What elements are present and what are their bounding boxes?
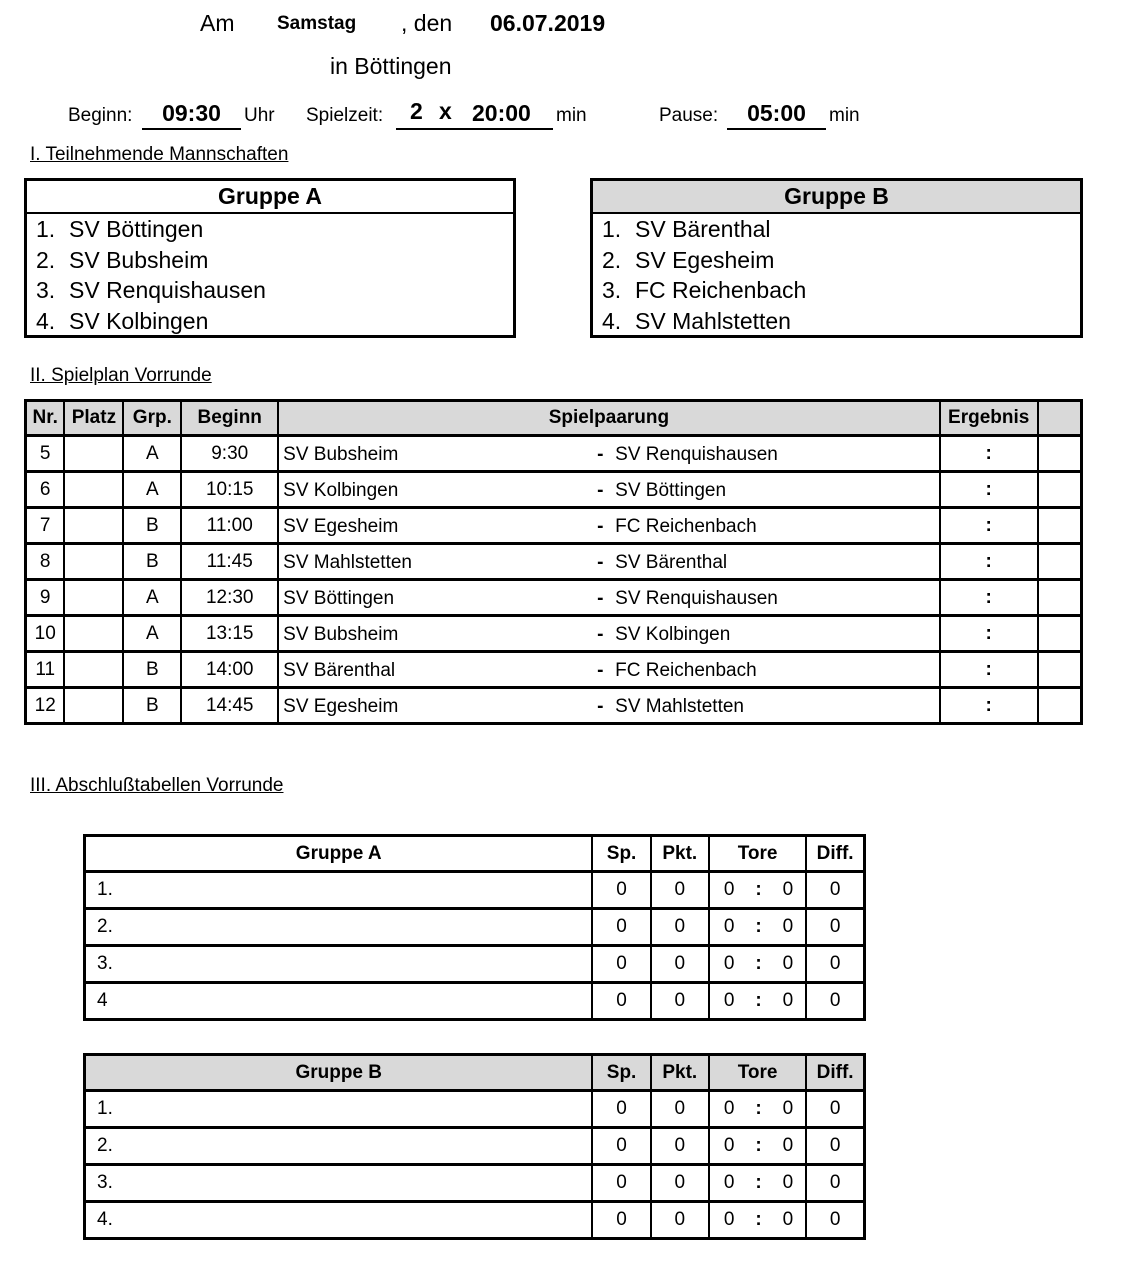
home-team: SV Kolbingen <box>283 480 399 501</box>
standings-pkt: 0 <box>651 909 709 946</box>
home-team: SV Bärenthal <box>283 660 396 681</box>
team-name: SV Renquishausen <box>69 277 266 303</box>
team-name: SV Böttingen <box>69 216 204 242</box>
standings-tore <box>709 1091 806 1128</box>
home-team: SV Böttingen <box>283 588 395 609</box>
standings-diff: 0 <box>806 983 864 1020</box>
match-time: 12:30 <box>181 580 278 616</box>
match-group: A <box>123 436 181 472</box>
beginn-value: 09:30 <box>142 100 241 130</box>
goals-against: 0 <box>782 990 794 1011</box>
team-row <box>593 214 1080 245</box>
group-b-box <box>590 178 1083 338</box>
pairing-dash: - <box>597 480 604 501</box>
standings-pkt: 0 <box>651 1128 709 1165</box>
goals-separator: : <box>755 1135 762 1156</box>
home-team: SV Mahlstetten <box>283 552 412 573</box>
standings-pkt: 0 <box>651 1165 709 1202</box>
standings-position: 2. <box>85 909 593 946</box>
match-platz[interactable] <box>64 616 123 652</box>
standings-position: 4. <box>85 1202 593 1239</box>
match-row <box>26 652 1082 688</box>
standings-sp: 0 <box>592 983 650 1020</box>
col-header-tore: Tore <box>709 836 806 872</box>
standings-group-header: Gruppe B <box>85 1055 593 1091</box>
pairing-dash: - <box>597 516 604 537</box>
match-group: B <box>123 544 181 580</box>
match-nr: 6 <box>26 472 65 508</box>
match-extra <box>1038 616 1082 652</box>
standings-sp: 0 <box>592 1165 650 1202</box>
match-nr: 5 <box>26 436 65 472</box>
col-header-grp: Grp. <box>123 401 181 436</box>
standings-tore <box>709 1165 806 1202</box>
col-header-tore: Tore <box>709 1055 806 1091</box>
standings-tore <box>709 872 806 909</box>
standings-sp: 0 <box>592 909 650 946</box>
standings-position: 2. <box>85 1128 593 1165</box>
spielzeit-label: Spielzeit: <box>306 105 384 126</box>
standings-position: 4 <box>85 983 593 1020</box>
col-header-diff: Diff. <box>806 836 864 872</box>
group-a-box <box>24 178 516 338</box>
team-name: SV Kolbingen <box>69 307 209 334</box>
team-row <box>27 245 513 276</box>
group-b-header: Gruppe B <box>593 181 1080 214</box>
team-number: 4. <box>36 307 56 334</box>
match-result[interactable]: : <box>940 688 1038 724</box>
standings-row <box>85 1165 865 1202</box>
spielzeit-value: 20:00 <box>472 100 531 126</box>
goals-against: 0 <box>782 1172 794 1193</box>
team-name: SV Bubsheim <box>69 246 209 273</box>
goals-separator: : <box>755 953 762 974</box>
col-header-sp: Sp. <box>592 836 650 872</box>
goals-for: 0 <box>723 1135 735 1156</box>
goals-separator: : <box>755 916 762 937</box>
match-platz[interactable] <box>64 580 123 616</box>
standings-pkt: 0 <box>651 946 709 983</box>
goals-for: 0 <box>723 1098 735 1119</box>
match-row <box>26 616 1082 652</box>
standings-sp: 0 <box>592 946 650 983</box>
match-nr: 8 <box>26 544 65 580</box>
team-row <box>593 306 1080 337</box>
standings-diff: 0 <box>806 1165 864 1202</box>
team-name: FC Reichenbach <box>635 277 807 303</box>
standings-row <box>85 909 865 946</box>
match-row <box>26 508 1082 544</box>
match-pairing <box>278 688 940 724</box>
section-title-standings: III. Abschlußtabellen Vorrunde <box>30 775 284 796</box>
standings-diff: 0 <box>806 1202 864 1239</box>
standings-group-header: Gruppe A <box>85 836 593 872</box>
goals-for: 0 <box>723 953 735 974</box>
match-group: B <box>123 508 181 544</box>
standings-sp: 0 <box>592 1202 650 1239</box>
pause-label: Pause: <box>659 105 719 126</box>
standings-position: 1. <box>85 1091 593 1128</box>
team-number: 1. <box>602 216 622 242</box>
standings-diff: 0 <box>806 946 864 983</box>
match-time: 14:00 <box>181 652 278 688</box>
section-title-schedule: II. Spielplan Vorrunde <box>30 365 212 386</box>
goals-against: 0 <box>782 916 794 937</box>
match-result[interactable]: : <box>940 580 1038 616</box>
match-extra <box>1038 652 1082 688</box>
spielzeit-field <box>396 98 553 130</box>
standings-header-row <box>85 836 865 872</box>
pairing-dash: - <box>597 696 604 717</box>
away-team: SV Kolbingen <box>615 624 731 645</box>
goals-separator: : <box>755 879 762 900</box>
col-header-nr: Nr. <box>26 401 65 436</box>
col-header-extra <box>1038 401 1082 436</box>
team-name: SV Egesheim <box>635 246 775 273</box>
away-team: SV Böttingen <box>615 480 727 501</box>
standings-table-a <box>83 834 866 1021</box>
goals-separator: : <box>755 990 762 1011</box>
goals-separator: : <box>755 1209 762 1230</box>
am-label: Am <box>200 10 235 36</box>
home-team: SV Bubsheim <box>283 444 399 465</box>
standings-row <box>85 983 865 1020</box>
pairing-dash: - <box>597 660 604 681</box>
goals-for: 0 <box>723 990 735 1011</box>
goals-for: 0 <box>723 1209 735 1230</box>
match-pairing <box>278 616 940 652</box>
match-group: B <box>123 688 181 724</box>
match-time: 13:15 <box>181 616 278 652</box>
pairing-dash: - <box>597 552 604 573</box>
match-time: 10:15 <box>181 472 278 508</box>
schedule-table <box>24 399 1083 725</box>
match-row <box>26 472 1082 508</box>
pause-value: 05:00 <box>727 100 826 130</box>
standings-diff: 0 <box>806 1128 864 1165</box>
match-group: A <box>123 580 181 616</box>
match-row <box>26 544 1082 580</box>
standings-pkt: 0 <box>651 983 709 1020</box>
goals-separator: : <box>755 1172 762 1193</box>
team-row <box>27 275 513 306</box>
date-value: 06.07.2019 <box>490 10 606 36</box>
match-nr: 12 <box>26 688 65 724</box>
location: in Böttingen <box>330 53 452 79</box>
match-extra <box>1038 580 1082 616</box>
match-extra <box>1038 544 1082 580</box>
match-extra <box>1038 688 1082 724</box>
match-nr: 7 <box>26 508 65 544</box>
match-pairing <box>278 544 940 580</box>
standings-pkt: 0 <box>651 1091 709 1128</box>
standings-tore <box>709 946 806 983</box>
standings-row <box>85 1202 865 1239</box>
match-row <box>26 580 1082 616</box>
standings-row <box>85 946 865 983</box>
col-header-ergebnis: Ergebnis <box>940 401 1038 436</box>
team-number: 2. <box>602 246 622 273</box>
den-label: , den <box>401 10 453 36</box>
standings-tore <box>709 1202 806 1239</box>
pause-min-label: min <box>829 105 860 126</box>
spielzeit-x: x <box>439 98 452 124</box>
team-row <box>27 306 513 337</box>
col-header-spielpaarung: Spielpaarung <box>278 401 940 436</box>
goals-separator: : <box>755 1098 762 1119</box>
standings-pkt: 0 <box>651 1202 709 1239</box>
match-nr: 9 <box>26 580 65 616</box>
group-a-header: Gruppe A <box>27 181 513 214</box>
match-extra <box>1038 436 1082 472</box>
home-team: SV Egesheim <box>283 516 399 537</box>
home-team: SV Bubsheim <box>283 624 399 645</box>
match-result[interactable]: : <box>940 436 1038 472</box>
pairing-dash: - <box>597 588 604 609</box>
team-number: 1. <box>36 216 56 242</box>
match-time: 14:45 <box>181 688 278 724</box>
weekday: Samstag <box>277 13 357 34</box>
away-team: FC Reichenbach <box>615 660 757 681</box>
match-result[interactable]: : <box>940 472 1038 508</box>
goals-against: 0 <box>782 879 794 900</box>
match-platz[interactable] <box>64 652 123 688</box>
home-team: SV Egesheim <box>283 696 399 717</box>
goals-for: 0 <box>723 916 735 937</box>
match-pairing <box>278 508 940 544</box>
goals-for: 0 <box>723 879 735 900</box>
goals-for: 0 <box>723 1172 735 1193</box>
team-name: SV Bärenthal <box>635 216 771 242</box>
team-number: 3. <box>602 277 622 303</box>
match-platz[interactable] <box>64 544 123 580</box>
standings-tore <box>709 983 806 1020</box>
match-pairing <box>278 580 940 616</box>
goals-against: 0 <box>782 1098 794 1119</box>
team-name: SV Mahlstetten <box>635 307 791 334</box>
match-time: 11:45 <box>181 544 278 580</box>
team-row <box>27 214 513 245</box>
standings-sp: 0 <box>592 1091 650 1128</box>
match-result[interactable]: : <box>940 544 1038 580</box>
match-extra <box>1038 508 1082 544</box>
match-row <box>26 688 1082 724</box>
goals-against: 0 <box>782 1209 794 1230</box>
away-team: SV Renquishausen <box>615 444 778 465</box>
standings-row <box>85 1091 865 1128</box>
col-header-diff: Diff. <box>806 1055 864 1091</box>
standings-position: 3. <box>85 1165 593 1202</box>
match-time: 9:30 <box>181 436 278 472</box>
spielzeit-count: 2 <box>410 98 423 124</box>
standings-diff: 0 <box>806 872 864 909</box>
match-nr: 10 <box>26 616 65 652</box>
standings-position: 3. <box>85 946 593 983</box>
col-header-sp: Sp. <box>592 1055 650 1091</box>
standings-sp: 0 <box>592 872 650 909</box>
col-header-platz: Platz <box>64 401 123 436</box>
schedule-header-row <box>26 401 1082 436</box>
away-team: SV Mahlstetten <box>615 696 744 717</box>
match-pairing <box>278 436 940 472</box>
match-pairing <box>278 472 940 508</box>
beginn-label: Beginn: <box>68 105 133 126</box>
away-team: SV Renquishausen <box>615 588 778 609</box>
spielzeit-min-label: min <box>556 105 587 126</box>
col-header-pkt: Pkt. <box>651 1055 709 1091</box>
team-row <box>593 245 1080 276</box>
match-group: A <box>123 616 181 652</box>
match-platz[interactable] <box>64 436 123 472</box>
team-row <box>593 275 1080 306</box>
standings-table-b <box>83 1053 866 1240</box>
pairing-dash: - <box>597 444 604 465</box>
team-number: 3. <box>36 277 56 303</box>
match-group: A <box>123 472 181 508</box>
standings-sp: 0 <box>592 1128 650 1165</box>
section-title-teams: I. Teilnehmende Mannschaften <box>30 144 289 165</box>
standings-tore <box>709 1128 806 1165</box>
goals-against: 0 <box>782 953 794 974</box>
match-nr: 11 <box>26 652 65 688</box>
standings-pkt: 0 <box>651 872 709 909</box>
standings-tore <box>709 909 806 946</box>
match-platz[interactable] <box>64 472 123 508</box>
match-platz[interactable] <box>64 688 123 724</box>
match-group: B <box>123 652 181 688</box>
team-number: 2. <box>36 246 56 273</box>
standings-diff: 0 <box>806 1091 864 1128</box>
match-row <box>26 436 1082 472</box>
standings-position: 1. <box>85 872 593 909</box>
standings-row <box>85 1128 865 1165</box>
goals-against: 0 <box>782 1135 794 1156</box>
col-header-beginn: Beginn <box>181 401 278 436</box>
match-result[interactable]: : <box>940 652 1038 688</box>
uhr-label: Uhr <box>244 105 275 126</box>
col-header-pkt: Pkt. <box>651 836 709 872</box>
match-pairing <box>278 652 940 688</box>
away-team: FC Reichenbach <box>615 516 757 537</box>
match-result[interactable]: : <box>940 616 1038 652</box>
away-team: SV Bärenthal <box>615 552 728 573</box>
pairing-dash: - <box>597 624 604 645</box>
match-extra <box>1038 472 1082 508</box>
standings-row <box>85 872 865 909</box>
match-result[interactable]: : <box>940 508 1038 544</box>
match-platz[interactable] <box>64 508 123 544</box>
standings-diff: 0 <box>806 909 864 946</box>
team-number: 4. <box>602 307 622 334</box>
match-time: 11:00 <box>181 508 278 544</box>
standings-header-row <box>85 1055 865 1091</box>
